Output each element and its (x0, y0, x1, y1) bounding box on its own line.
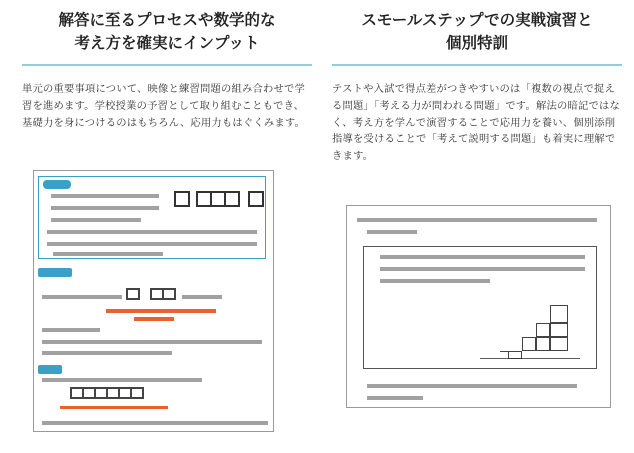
exam-problem-image (346, 205, 611, 408)
feature-description-practice: テストや入試で得点差がつきやすいのは「複数の視点で捉える問題」「考える力が問われる問題」です。解法の暗記ではなく、考え方を学んで演習することで応用力を養い、個別添削指導を受けることで「考えて説明する問題」も着実に理解できます。 (332, 83, 620, 163)
heading-divider (22, 64, 312, 66)
heading-line-1: スモールステップでの実戦演習と (361, 11, 593, 29)
feature-column-practice (332, 0, 622, 165)
heading-divider (332, 64, 622, 66)
section-tag-approach (38, 268, 72, 277)
feature-column-input (22, 0, 312, 131)
feature-heading-practice (332, 0, 622, 58)
feature-heading-input (22, 0, 312, 58)
example-tag (43, 180, 71, 189)
example-problem-box (38, 176, 266, 259)
textbook-page-image (33, 170, 274, 432)
feature-description-input: 単元の重要事項について、映像と練習問題の組み合わせで学習を進めます。学校授業の予習として取り組むこともでき、基礎力を身につけるのはもちろん、応用力もはぐくみます。 (22, 83, 306, 129)
heading-line-2: 個別特訓 (445, 34, 508, 52)
heading-line-1: 解答に至るプロセスや数学的な (58, 11, 276, 29)
heading-line-2: 考え方を確実にインプット (74, 34, 260, 52)
problem-box (363, 246, 597, 369)
section-tag-answer (38, 365, 62, 374)
